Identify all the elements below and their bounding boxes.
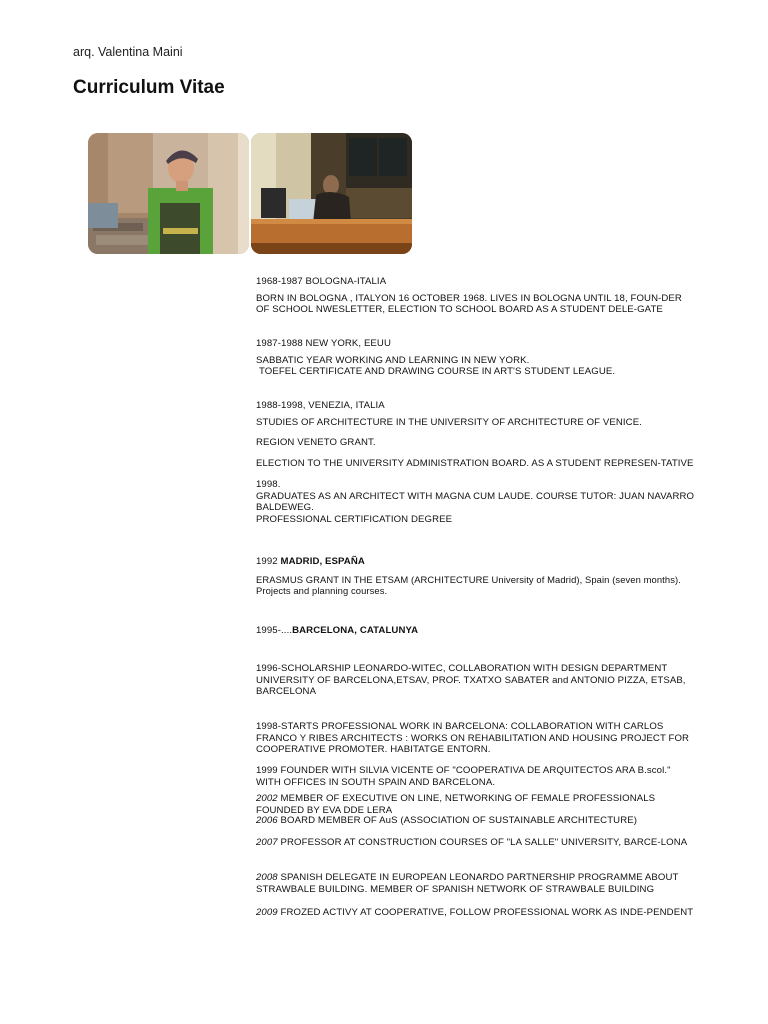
- entry-2009: [256, 907, 696, 919]
- section-year: 1995-....: [256, 625, 293, 636]
- section-text: 1998.: [256, 478, 281, 490]
- section-text: SPANISH DELEGATE IN EUROPEAN LEONARDO PARTNERSHIP PROGRAMME ABOUT STRAWBALE BUILDING. MEMBER OF SPANISH NETWORK OF STRAWBALE BUILDING: [256, 872, 679, 895]
- section-text: GRADUATES AS AN ARCHITECT WITH MAGNA CUM LAUDE. COURSE TUTOR: JUAN NAVARRO BALDEWEG.: [256, 490, 695, 514]
- section-heading: BARCELONA, CATALUNYA: [292, 625, 419, 636]
- entry-2002: [256, 793, 696, 816]
- entry-1996: [256, 663, 696, 698]
- page-title: Curriculum Vitae: [73, 77, 225, 98]
- section-bologna: [256, 276, 696, 316]
- section-text: ERASMUS GRANT IN THE ETSAM (ARCHITECTURE University of Madrid), Spain (seven months). Projects and planning courses.: [256, 573, 681, 597]
- section-text: 1996-SCHOLARSHIP LEONARDO-WITEC, COLLABORATION WITH DESIGN DEPARTMENT UNIVERSITY OF BARCELONA,ETSAV, PROF. TXATXO SABATER and ANTONIO PIZZA, ETSAB, BARCELONA: [256, 663, 686, 698]
- section-text: 1999 FOUNDER WITH SILVIA VICENTE OF "COOPERATIVA DE ARQUITECTOS ARA B.scol." WITH OFFICES IN SOUTH SPAIN AND BARCELONA.: [256, 765, 671, 788]
- section-text: PROFESSIONAL CERTIFICATION DEGREE: [256, 513, 453, 525]
- entry-year: 2009: [256, 907, 278, 918]
- entry-1998: [256, 721, 696, 756]
- entry-year: 2007: [256, 837, 278, 848]
- section-heading: MADRID, ESPAÑA: [280, 556, 365, 567]
- section-year: 1992: [256, 556, 278, 567]
- entry-2008: [256, 872, 696, 895]
- section-text: FROZED ACTIVY AT COOPERATIVE, FOLLOW PROFESSIONAL WORK AS INDE-PENDENT: [280, 907, 694, 918]
- entry-2007: [256, 837, 696, 849]
- section-text: 1998-STARTS PROFESSIONAL WORK IN BARCELONA: COLLABORATION WITH CARLOS FRANCO Y RIBES ARCHITECTS : WORKS ON REHABILITATION AND HOUSING PROJECT FOR COOPERATIVE PROMOTER. HABITATGE ENTORN.: [256, 721, 690, 756]
- section-heading: 1987-1988 NEW YORK, EEUU: [256, 338, 391, 349]
- section-venezia: [256, 400, 696, 526]
- section-heading: 1988-1998, VENEZIA, ITALIA: [256, 400, 385, 411]
- section-text: MEMBER OF EXECUTIVE ON LINE, NETWORKING OF FEMALE PROFESSIONALS FOUNDED BY EVA DDE LERA: [256, 793, 656, 816]
- entry-1999: [256, 765, 696, 788]
- entry-year: 2002: [256, 793, 278, 804]
- section-heading: 1968-1987 BOLOGNA-ITALIA: [256, 276, 387, 287]
- section-text: TOEFEL CERTIFICATE AND DRAWING COURSE IN ART'S STUDENT LEAGUE.: [259, 366, 616, 378]
- section-barcelona: [256, 625, 696, 637]
- section-text: STUDIES OF ARCHITECTURE IN THE UNIVERSITY OF ARCHITECTURE OF VENICE.: [256, 416, 642, 428]
- entry-year: 2006: [256, 815, 278, 826]
- portrait-on-site-photo: [88, 133, 249, 254]
- entry-2006: [256, 815, 696, 827]
- section-text: REGION VENETO GRANT.: [256, 437, 376, 449]
- section-text: BOARD MEMBER OF AuS (ASSOCIATION OF SUSTAINABLE ARCHITECTURE): [280, 815, 638, 826]
- section-text: BORN IN BOLOGNA , ITALYON 16 OCTOBER 1968. LIVES IN BOLOGNA UNTIL 18, FOUN-DER OF SCHOOL NWESLETTER, ELECTION TO SCHOOL BOARD AS A STUDENT DELE-GATE: [256, 292, 682, 316]
- entry-year: 2008: [256, 872, 278, 883]
- working-at-desk-photo: [251, 133, 412, 254]
- author-name: arq. Valentina Maini: [73, 45, 183, 59]
- section-madrid: [256, 556, 696, 597]
- section-text: SABBATIC YEAR WORKING AND LEARNING IN NEW YORK.: [256, 354, 530, 366]
- section-text: ELECTION TO THE UNIVERSITY ADMINISTRATION BOARD. AS A STUDENT REPRESEN-TATIVE: [256, 458, 694, 470]
- section-new-york: [256, 338, 696, 378]
- section-text: PROFESSOR AT CONSTRUCTION COURSES OF "LA SALLE" UNIVERSITY, BARCE-LONA: [280, 837, 688, 848]
